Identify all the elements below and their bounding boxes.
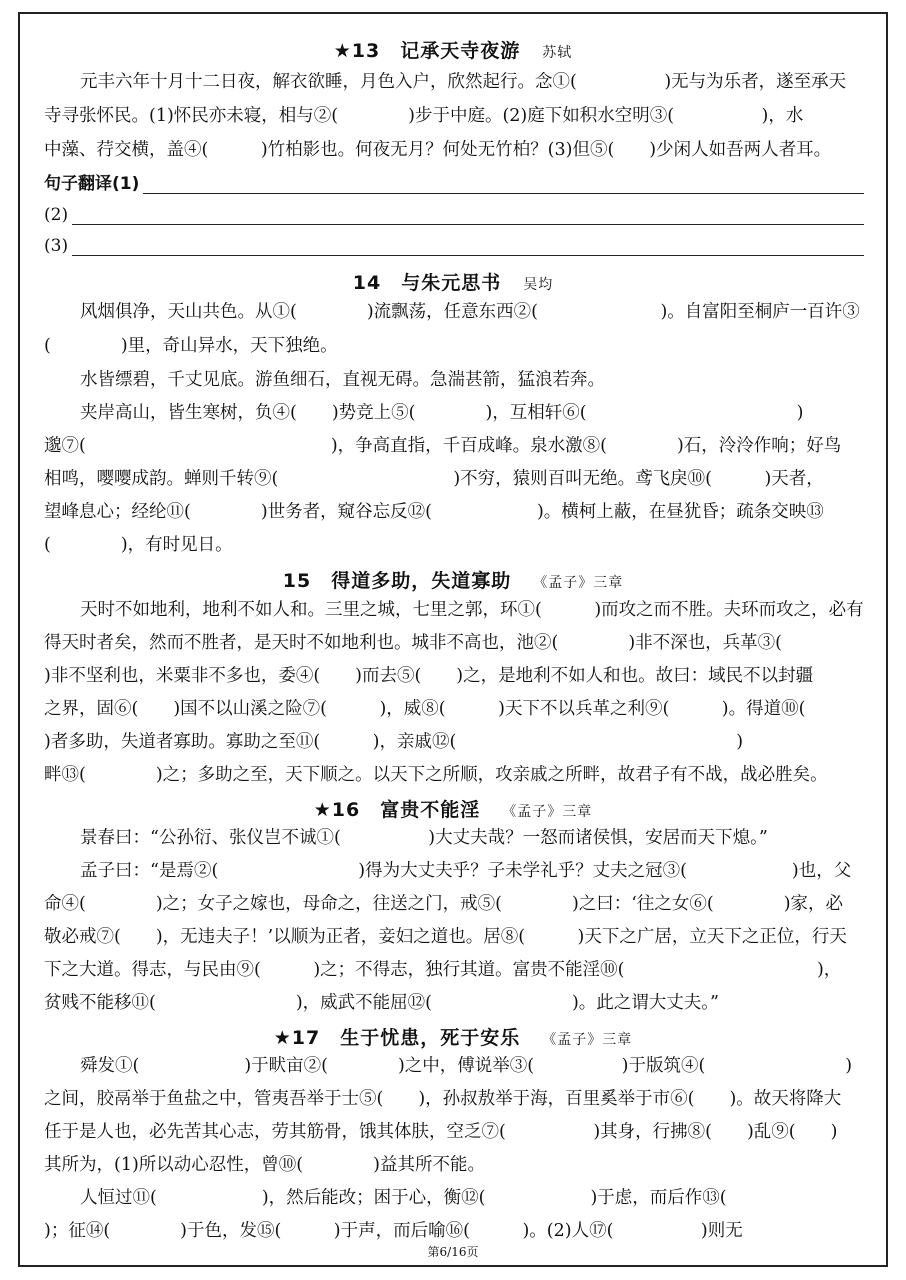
s15-line-3: )非不坚利也，米粟非不多也，委④( )而去⑤( )之，是地利不如人和也。故曰：域民不以封疆 bbox=[44, 666, 814, 686]
s16-line-6: 贫贱不能移⑪( )，威武不能屈⑫( )。此之谓大丈夫。” bbox=[44, 993, 720, 1013]
translation-row-3[interactable]: (3) bbox=[44, 232, 864, 256]
s14-line-4: 夹岸高山，皆生寒树，负④( )势竞上⑤( )，互相轩⑥( ) bbox=[80, 403, 804, 423]
s17-line-2: 之间，胶鬲举于鱼盐之中，管夷吾举于士⑤( )，孙叔敖举于海，百里奚举于市⑥( )。故天将降大 bbox=[44, 1089, 842, 1109]
s16-line-2: 孟子曰：“是焉②( )得为大丈夫乎？子未学礼乎？丈夫之冠③( )也，父 bbox=[80, 861, 852, 881]
s16-line-5: 下之大道。得志，与民由⑨( )之；不得志，独行其道。富贵不能淫⑩( )， bbox=[44, 960, 842, 980]
section-14-title: 14 与朱元思书 吴均 bbox=[352, 272, 554, 294]
section-13-title: ★13 记承天寺夜游 苏轼 bbox=[333, 40, 573, 62]
translation-label: 句子翻译(1) bbox=[44, 174, 140, 194]
section-16-title: ★16 富贵不能淫 《孟子》三章 bbox=[313, 799, 593, 821]
translation-row-1[interactable] bbox=[44, 170, 864, 194]
s16-line-4: 敬必戒⑦( )，无违夫子！’以顺为正者，妾妇之道也。居⑧( )天下之广居，立天下之正位，行天 bbox=[44, 927, 847, 947]
s15-line-1: 天时不如地利，地利不如人和。三里之城，七里之郭，环①( )而攻之而不胜。夫环而攻之，必有 bbox=[80, 600, 864, 620]
translation-row-2[interactable]: (2) bbox=[44, 201, 864, 225]
s14-line-6: 相鸣，嘤嘤成韵。蝉则千转⑨( )不穷，猿则百叫无绝。鸢飞戾⑩( )天者， bbox=[44, 469, 824, 489]
section-17-author: 《孟子》三章 bbox=[542, 1032, 633, 1048]
section-15-author: 《孟子》三章 bbox=[533, 575, 624, 591]
s14-line-2: ( )里，奇山异水，天下独绝。 bbox=[44, 336, 338, 356]
s14-line-7: 望峰息心；经纶⑪( )世务者，窥谷忘反⑫( )。横柯上蔽，在昼犹昏；疏条交映⑬ bbox=[44, 502, 824, 522]
s17-line-4: 其所为，(1)所以动心忍性，曾⑩( )益其所不能。 bbox=[44, 1155, 485, 1175]
s17-line-3: 任于是人也，必先苦其心志，劳其筋骨，饿其体肤，空乏⑦( )其身，行拂⑧( )乱⑨( ) bbox=[44, 1122, 838, 1142]
s13-line-2: 寺寻张怀民。(1)怀民亦未寝，相与②( )步于中庭。(2)庭下如积水空明③( )，水 bbox=[44, 106, 804, 126]
page-number: 第6/16页 bbox=[427, 1245, 479, 1259]
section-14-author: 吴均 bbox=[523, 277, 554, 293]
s16-line-1: 景春曰：“公孙衍、张仪岂不诚①( )大丈夫哉？一怒而诸侯惧，安居而天下熄。” bbox=[80, 828, 768, 848]
s14-line-1: 风烟俱净，天山共色。从①( )流飘荡，任意东西②( )。自富阳至桐庐一百许③ bbox=[80, 302, 860, 322]
section-15-title: 15 得道多助，失道寡助 《孟子》三章 bbox=[282, 570, 624, 592]
s14-line-3: 水皆缥碧，千丈见底。游鱼细石，直视无碍。急湍甚箭，猛浪若奔。 bbox=[80, 370, 605, 390]
s16-line-3: 命④( )之；女子之嫁也，母命之，往送之门，戒⑤( )之曰：‘往之女⑥( )家，必 bbox=[44, 894, 844, 914]
s13-line-3: 中藻、荇交横，盖④( )竹柏影也。何夜无月？何处无竹柏？(3)但⑤( )少闲人如吾两人者耳。 bbox=[44, 140, 832, 160]
s17-line-1: 舜发①( )于畎亩②( )之中，傅说举③( )于版筑④( ) bbox=[80, 1056, 853, 1076]
s17-line-6: )；征⑭( )于色，发⑮( )于声，而后喻⑯( )。(2)人⑰( )则无 bbox=[44, 1221, 743, 1241]
s15-line-4: 之界，固⑥( )国不以山溪之险⑦( )，威⑧( )天下不以兵革之利⑨( )。得道⑩( bbox=[44, 699, 806, 719]
s13-line-1: 元丰六年十月十二日夜，解衣欲睡，月色入户，欣然起行。念①( )无与为乐者，遂至承天 bbox=[80, 72, 847, 92]
s14-line-5: 邈⑦( )，争高直指，千百成峰。泉水激⑧( )石，泠泠作响；好鸟 bbox=[44, 436, 842, 456]
section-13-author: 苏轼 bbox=[542, 45, 573, 61]
s15-line-5: )者多助，失道者寡助。寡助之至⑪( )，亲戚⑫( ) bbox=[44, 732, 744, 752]
section-16-author: 《孟子》三章 bbox=[502, 804, 593, 820]
s17-line-5: 人恒过⑪( )，然后能改；困于心，衡⑫( )于虑，而后作⑬( bbox=[80, 1188, 727, 1208]
s15-line-6: 畔⑬( )之；多助之至，天下顺之。以天下之所顺，攻亲戚之所畔，故君子有不战，战必胜矣。 bbox=[44, 765, 828, 785]
s15-line-2: 得天时者矣，然而不胜者，是天时不如地利也。城非不高也，池②( )非不深也，兵革③( bbox=[44, 633, 782, 653]
s14-line-8: ( )，有时见日。 bbox=[44, 535, 233, 555]
section-17-title: ★17 生于忧患，死于安乐 《孟子》三章 bbox=[273, 1027, 633, 1049]
